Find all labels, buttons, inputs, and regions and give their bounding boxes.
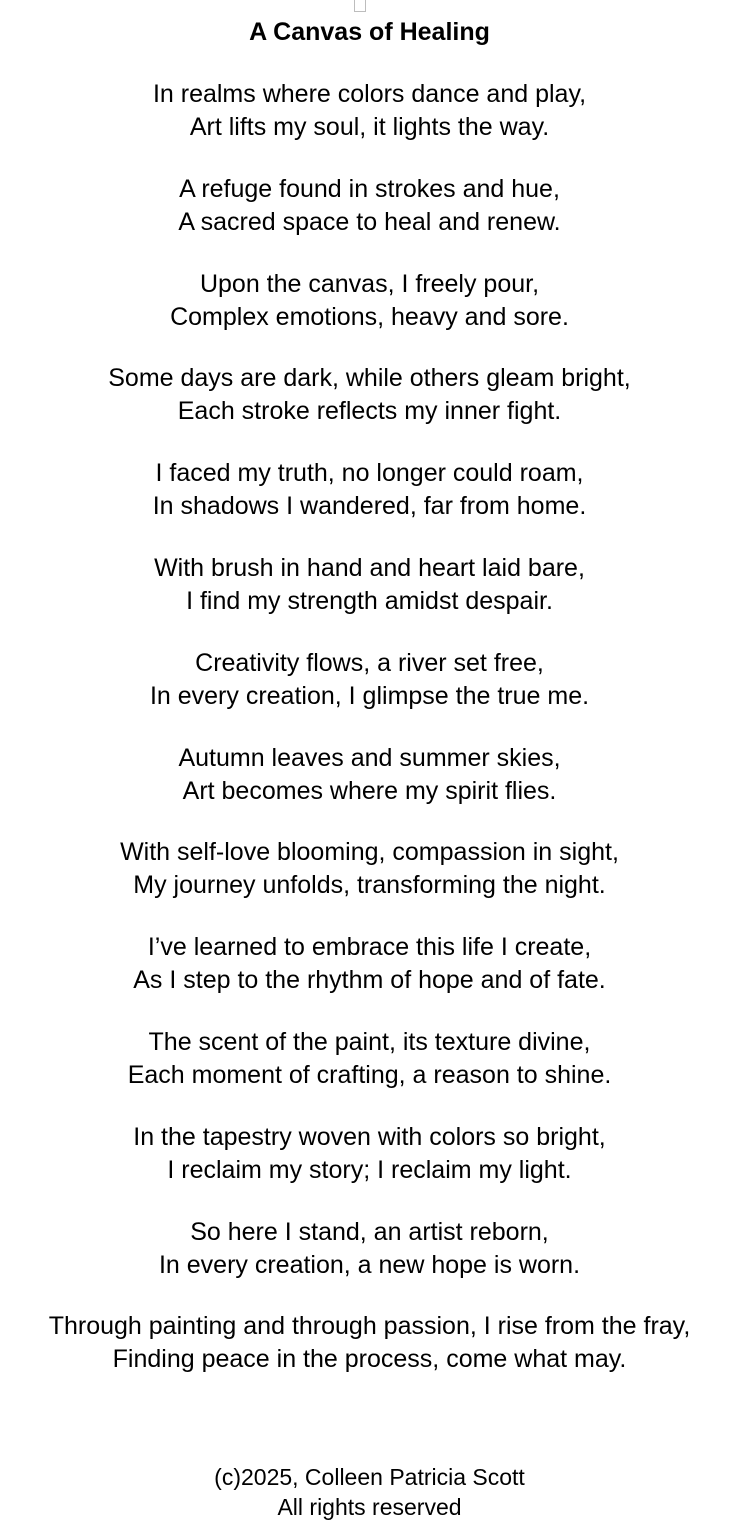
stanza (0, 1310, 739, 1405)
poem-line: I’ve learned to embrace this life I create, (147, 933, 592, 962)
poem-line: The scent of the paint, its texture divine, (148, 1027, 591, 1056)
poem-line: Through painting and through passion, I rise from the fray, (48, 1312, 691, 1341)
stanza (0, 362, 739, 457)
poem-line: Autumn leaves and summer skies, (178, 743, 561, 772)
poem-line: As I step to the rhythm of hope and of fate. (133, 966, 606, 995)
poem-line: Art becomes where my spirit flies. (182, 776, 557, 805)
poem-line: In shadows I wandered, far from home. (152, 492, 587, 521)
poem-line: My journey unfolds, transforming the night. (133, 871, 606, 900)
poem-line: In realms where colors dance and play, (152, 80, 587, 108)
poem-line: Finding peace in the process, come what may. (112, 1345, 627, 1374)
copyright-notice: (c)2025, Colleen Patricia Scott (214, 1464, 525, 1490)
stanza (0, 268, 739, 363)
poem-line: In the tapestry woven with colors so bright, (133, 1122, 606, 1151)
stanza (0, 931, 739, 1026)
missing-glyph-icon (354, 0, 366, 12)
poem-line: In every creation, a new hope is worn. (158, 1250, 581, 1279)
poem-line: Upon the canvas, I freely pour, (199, 269, 540, 298)
poem-line: Each stroke reflects my inner fight. (177, 397, 562, 426)
copyright-footer (0, 1462, 739, 1522)
poem-line: So here I stand, an artist reborn, (190, 1217, 549, 1246)
poem-line: Each moment of crafting, a reason to shine. (127, 1060, 612, 1089)
poem-line: A refuge found in strokes and hue, (179, 174, 560, 203)
stanza (0, 1216, 739, 1311)
rights-notice: All rights reserved (277, 1494, 462, 1520)
poem-line: With brush in hand and heart laid bare, (154, 553, 585, 582)
poem-line: Creativity flows, a river set free, (195, 648, 544, 677)
poem-line: I faced my truth, no longer could roam, (155, 459, 584, 488)
poem-title: A Canvas of Healing (249, 18, 490, 46)
stanza (0, 173, 739, 268)
stanza (0, 1026, 739, 1121)
poem-body (0, 78, 739, 1405)
stanza (0, 836, 739, 931)
stanza (0, 742, 739, 837)
poem-line: I reclaim my story; I reclaim my light. (167, 1155, 572, 1184)
poem-line: In every creation, I glimpse the true me. (149, 681, 590, 710)
stanza (0, 1121, 739, 1216)
poem-line: A sacred space to heal and renew. (178, 207, 561, 236)
stanza (0, 457, 739, 552)
poem-line: With self-love blooming, compassion in sight, (120, 838, 619, 867)
poem-line: Complex emotions, heavy and sore. (170, 302, 569, 331)
poem-line: Some days are dark, while others gleam bright, (108, 364, 631, 393)
stanza (0, 552, 739, 647)
stanza (0, 647, 739, 742)
poem-line: Art lifts my soul, it lights the way. (189, 113, 550, 141)
poem-line: I find my strength amidst despair. (186, 586, 553, 615)
stanza (0, 78, 739, 173)
